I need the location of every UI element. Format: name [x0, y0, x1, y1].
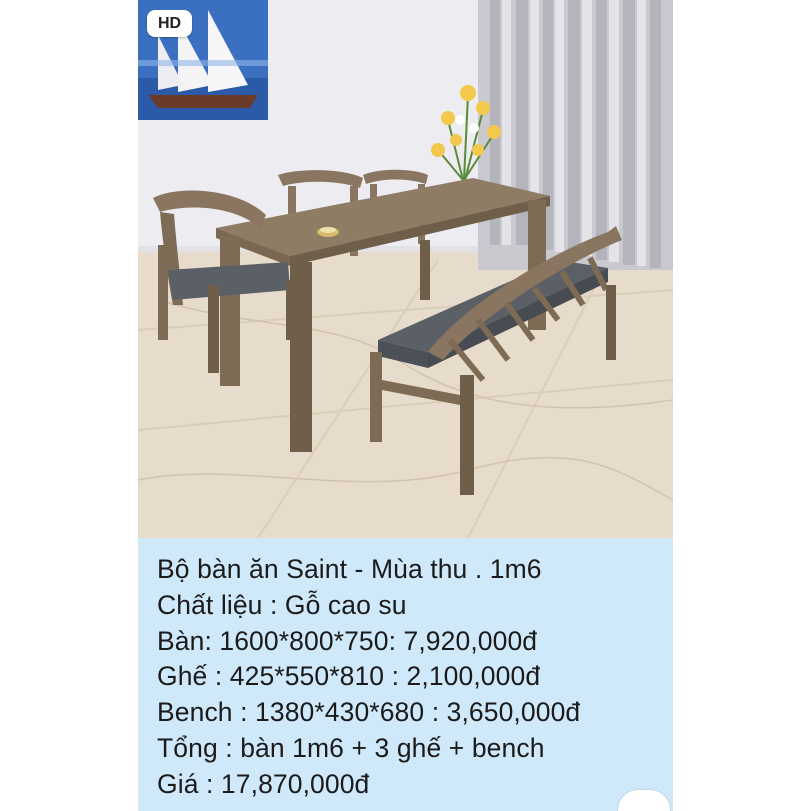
caption-line-total-price: Giá : 17,870,000đ	[157, 768, 370, 799]
caption-line-chair-price: Ghế : 425*550*810 : 2,100,000đ	[157, 661, 541, 692]
caption-line-table-price: Bàn: 1600*800*750: 7,920,000đ	[157, 625, 538, 656]
dining-set-image	[138, 0, 673, 538]
message-caption	[138, 538, 673, 811]
caption-line-material: Chất liệu : Gỗ cao su	[157, 589, 407, 620]
message-card	[138, 0, 673, 811]
caption-line-bench-price: Bench : 1380*430*680 : 3,650,000đ	[157, 697, 581, 728]
hd-badge: HD	[147, 10, 192, 37]
caption-line-set-contents: Tổng : bàn 1m6 + 3 ghế + bench	[157, 732, 545, 763]
caption-line-product-name: Bộ bàn ăn Saint - Mùa thu . 1m6	[157, 554, 542, 584]
product-photo[interactable]	[138, 0, 673, 538]
